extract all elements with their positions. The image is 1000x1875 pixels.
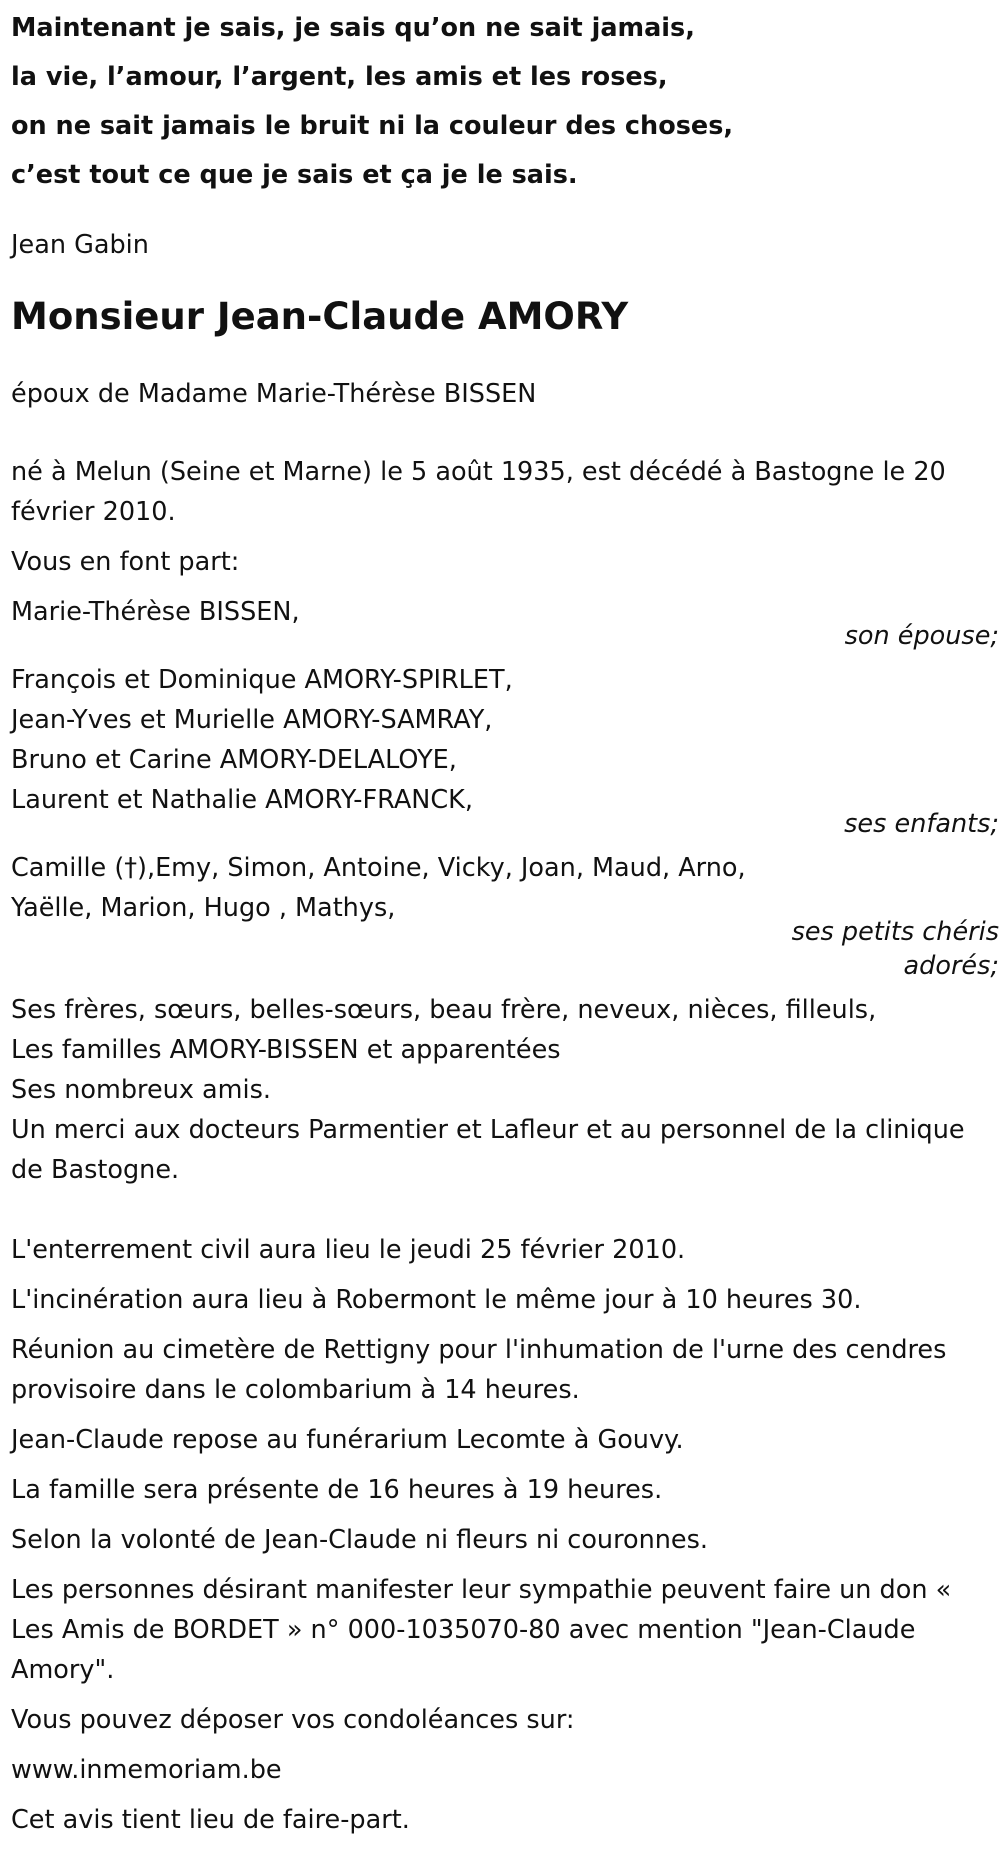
notice-line: Cet avis tient lieu de faire-part. <box>11 1805 410 1835</box>
poem-line: Maintenant je sais, je sais qu’on ne sait jamais, <box>11 13 695 43</box>
spouse-line: époux de Madame Marie-Thérèse BISSEN <box>11 379 537 409</box>
list-item: Yaëlle, Marion, Hugo , Mathys, <box>11 893 396 923</box>
poem-line: la vie, l’amour, l’argent, les amis et les roses, <box>11 62 668 92</box>
meeting-info: Réunion au cimetère de Rettigny pour l'inhumation de l'urne des cendres provisoire dans le colombarium à 14 heures. <box>11 1335 947 1405</box>
list-item: François et Dominique AMORY-SPIRLET, <box>11 665 513 695</box>
cremation-info: L'incinération aura lieu à Robermont le même jour à 10 heures 30. <box>11 1285 862 1315</box>
other-relatives-list <box>11 990 1000 1110</box>
birth-death-line: né à Melun (Seine et Marne) le 5 août 1935, est décédé à Bastogne le 20 février 2010. <box>11 457 946 527</box>
family-presence-info: La famille sera présente de 16 heures à 19 heures. <box>11 1475 663 1505</box>
burial-info: L'enterrement civil aura lieu le jeudi 25 février 2010. <box>11 1235 686 1265</box>
donation-info: Les personnes désirant manifester leur sympathie peuvent faire un don « Les Amis de BORDET » n° 000-1035070-80 avec mention "Jean-Claude Amory". <box>11 1575 952 1685</box>
grandchildren-role-line: ses petits chéris <box>791 917 999 947</box>
poem-author: Jean Gabin <box>11 230 149 260</box>
spouse-role: son épouse; <box>844 621 999 651</box>
list-item: Ses nombreux amis. <box>11 1075 271 1105</box>
list-item: Les familles AMORY-BISSEN et apparentées <box>11 1035 561 1065</box>
condolences-info: Vous pouvez déposer vos condoléances sur: <box>11 1705 575 1735</box>
list-item: Laurent et Nathalie AMORY-FRANCK, <box>11 785 473 815</box>
repose-info: Jean-Claude repose au funérarium Lecomte à Gouvy. <box>11 1425 684 1455</box>
list-item: Ses frères, sœurs, belles-sœurs, beau frère, neveux, nièces, filleuls, <box>11 995 877 1025</box>
flowers-info: Selon la volonté de Jean-Claude ni fleurs ni couronnes. <box>11 1525 709 1555</box>
spouse-name: Marie-Thérèse BISSEN, <box>11 597 300 627</box>
poem-line: c’est tout ce que je sais et ça je le sais. <box>11 160 578 190</box>
children-list <box>11 660 1000 820</box>
list-item: Camille (†),Emy, Simon, Antoine, Vicky, Joan, Maud, Arno, <box>11 853 746 883</box>
list-item: Bruno et Carine AMORY-DELALOYE, <box>11 745 457 775</box>
poem-quote <box>11 4 1000 200</box>
deceased-name: Monsieur Jean-Claude AMORY <box>11 295 629 338</box>
obituary-page <box>0 4 1000 1875</box>
children-role: ses enfants; <box>844 809 999 839</box>
list-item: Jean-Yves et Murielle AMORY-SAMRAY, <box>11 705 493 735</box>
website-link[interactable]: www.inmemoriam.be <box>11 1755 282 1785</box>
thanks-line: Un merci aux docteurs Parmentier et Lafleur et au personnel de la clinique de Bastogne. <box>11 1115 965 1185</box>
announcement-intro: Vous en font part: <box>11 547 240 577</box>
grandchildren-role-line: adorés; <box>903 951 999 981</box>
poem-line: on ne sait jamais le bruit ni la couleur des choses, <box>11 111 734 141</box>
